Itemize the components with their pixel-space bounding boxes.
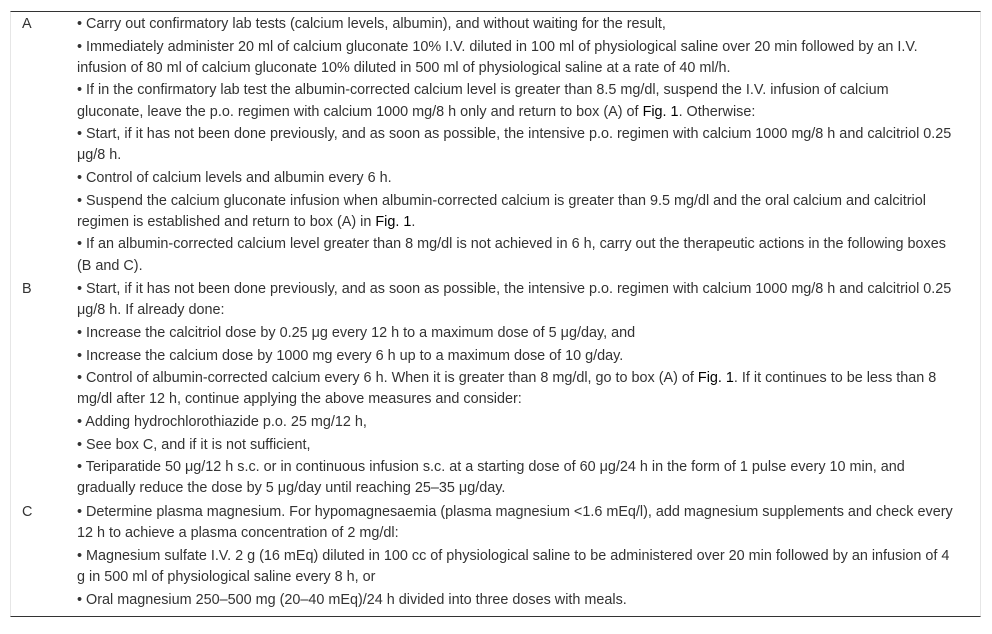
list-item: • See box C, and if it is not sufficient, (77, 436, 311, 453)
list-item: • Control of albumin-corrected calcium every 6 h. When it is greater than 8 mg/dl, go to box (A) of Fig. 1. If it continues to be less than 8 mg/dl after 12 h, continue applying the above measures and consider: (77, 370, 937, 408)
row-label: A (22, 16, 32, 32)
list-item: • Increase the calcitriol dose by 0.25 μg every 12 h to a maximum dose of 5 μg/day, and (77, 324, 636, 341)
list-item: • Carry out confirmatory lab tests (calcium levels, albumin), and without waiting for the result, (77, 16, 666, 32)
table-row-c (11, 502, 980, 612)
row-label: B (22, 281, 32, 298)
row-content (77, 502, 957, 612)
protocol-table (10, 11, 981, 617)
row-content (77, 279, 957, 501)
row-content (77, 14, 957, 278)
list-item: • Oral magnesium 250–500 mg (20–40 mEq)/24 h divided into three doses with meals. (77, 591, 627, 608)
list-item: • Immediately administer 20 ml of calcium gluconate 10% I.V. diluted in 100 ml of physiological saline over 20 min followed by an I.V. infusion of 80 ml of calcium gluconate 10% diluted in 500 ml of physiological saline at a rate of 40 ml/h. (77, 38, 918, 76)
list-item: • Determine plasma magnesium. For hypomagnesaemia (plasma magnesium <1.6 mEq/l), add magnesium supplements and check every 12 h to achieve a plasma concentration of 2 mg/dl: (77, 503, 953, 542)
list-item: • Magnesium sulfate I.V. 2 g (16 mEq) diluted in 100 cc of physiological saline to be administered over 20 min followed by an infusion of 4 g in 500 ml of physiological saline every 8 h, or (77, 547, 950, 585)
figure-link[interactable]: Fig. 1 (642, 103, 679, 120)
list-item: • Adding hydrochlorothiazide p.o. 25 mg/12 h, (77, 413, 367, 430)
figure-link[interactable]: Fig. 1 (375, 213, 412, 230)
list-item: • Suspend the calcium gluconate infusion when albumin-corrected calcium is greater than 9.5 mg/dl and the oral calcium and calcitriol regimen is established and return to box (A) in Fig. 1. (77, 192, 926, 230)
list-item: • Start, if it has not been done previously, and as soon as possible, the intensive p.o. regimen with calcium 1000 mg/8 h and calcitriol 0.25 μg/8 h. If already done: (77, 281, 952, 319)
figure-link[interactable]: Fig. 1 (697, 370, 734, 387)
table-row-a (11, 14, 980, 278)
list-item: • If in the confirmatory lab test the albumin-corrected calcium level is greater than 8.5 mg/dl, suspend the I.V. infusion of calcium gluconate, leave the p.o. regimen with calcium 1000 mg/8 h only and return to box (A) of Fig. 1. Otherwise: (77, 82, 889, 120)
list-item: • Increase the calcium dose by 1000 mg every 6 h up to a maximum dose of 10 g/day. (77, 347, 624, 364)
row-label: C (22, 503, 33, 520)
list-item: • Start, if it has not been done previously, and as soon as possible, the intensive p.o. regimen with calcium 1000 mg/8 h and calcitriol 0.25 μg/8 h. (77, 126, 952, 164)
list-item: • Control of calcium levels and albumin every 6 h. (77, 169, 392, 186)
table-row-b (11, 279, 980, 501)
list-item: • Teriparatide 50 μg/12 h s.c. or in continuous infusion s.c. at a starting dose of 60 μg/24 h in the form of 1 pulse every 10 min, and gradually reduce the dose by 5 μg/day until reaching 25–35 μg/day. (77, 459, 905, 497)
list-item: • If an albumin-corrected calcium level greater than 8 mg/dl is not achieved in 6 h, carry out the therapeutic actions in the following boxes (B and C). (77, 236, 946, 274)
